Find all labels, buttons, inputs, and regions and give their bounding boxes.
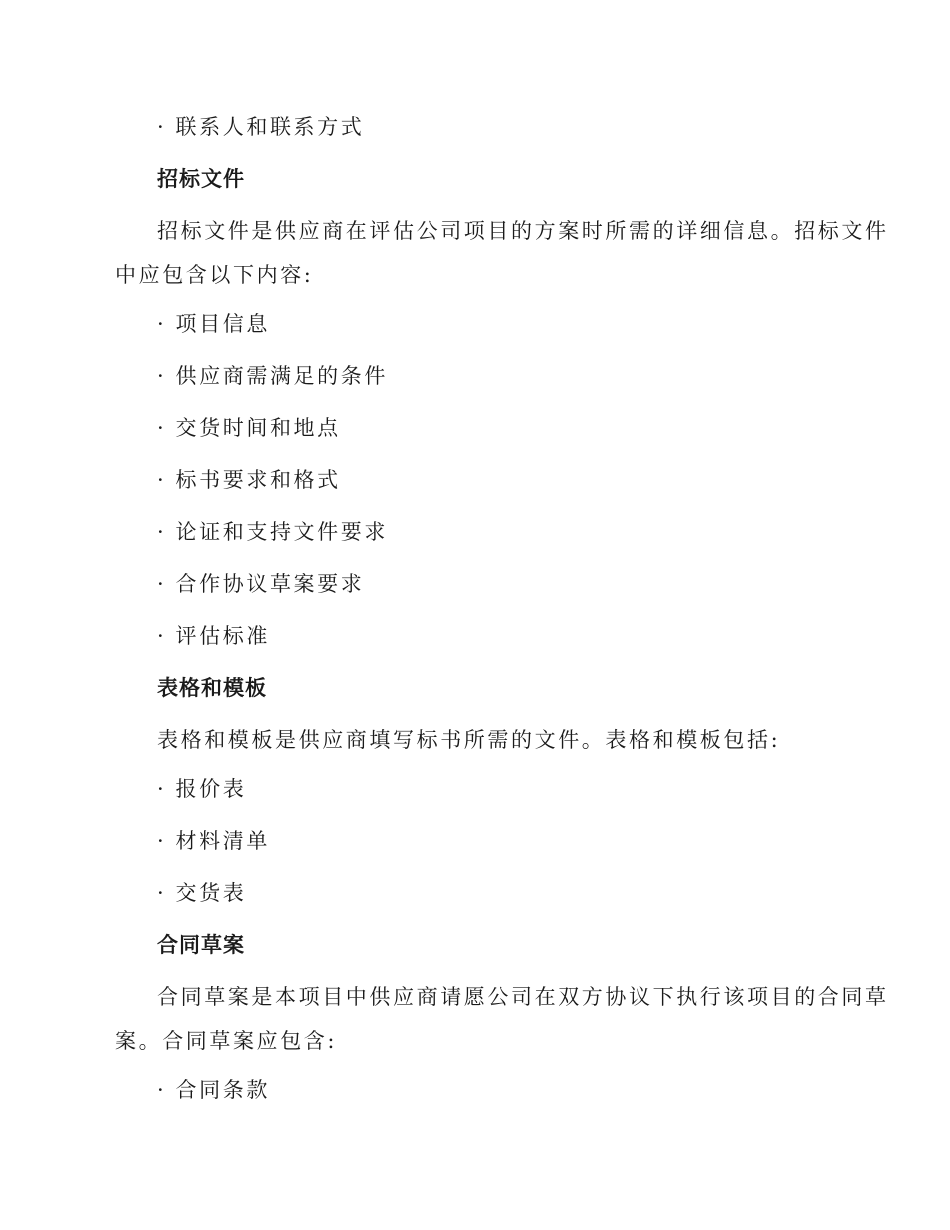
paragraph-line: 中应包含以下内容: [115,263,314,287]
list-item: · 材料清单 [157,829,270,853]
section-heading: 招标文件 [157,167,245,191]
paragraph-line: 招标文件是供应商在评估公司项目的方案时所需的详细信息。招标文件 [157,219,889,243]
list-item: · 标书要求和格式 [157,468,341,492]
list-item: · 合同条款 [157,1078,270,1102]
list-item: · 合作协议草案要求 [157,572,365,596]
paragraph-line: 合同草案是本项目中供应商请愿公司在双方协议下执行该项目的合同草 [157,985,889,1009]
list-item: · 评估标准 [157,624,270,648]
paragraph-line: 表格和模板是供应商填写标书所需的文件。表格和模板包括: [157,728,781,752]
paragraph [115,209,889,297]
paragraph-line: 案。合同草案应包含: [115,1029,338,1053]
paragraph [115,975,889,1063]
paragraph [115,718,832,762]
list-item: · 供应商需满足的条件 [157,364,388,388]
list-item: · 交货时间和地点 [157,416,341,440]
list-item: · 项目信息 [157,312,270,336]
list-item: · 交货表 [157,881,247,905]
section-heading: 合同草案 [157,933,245,957]
section-heading: 表格和模板 [157,676,267,700]
list-item: · 论证和支持文件要求 [157,520,388,544]
list-item: · 报价表 [157,777,247,801]
list-item: · 联系人和联系方式 [157,115,365,139]
